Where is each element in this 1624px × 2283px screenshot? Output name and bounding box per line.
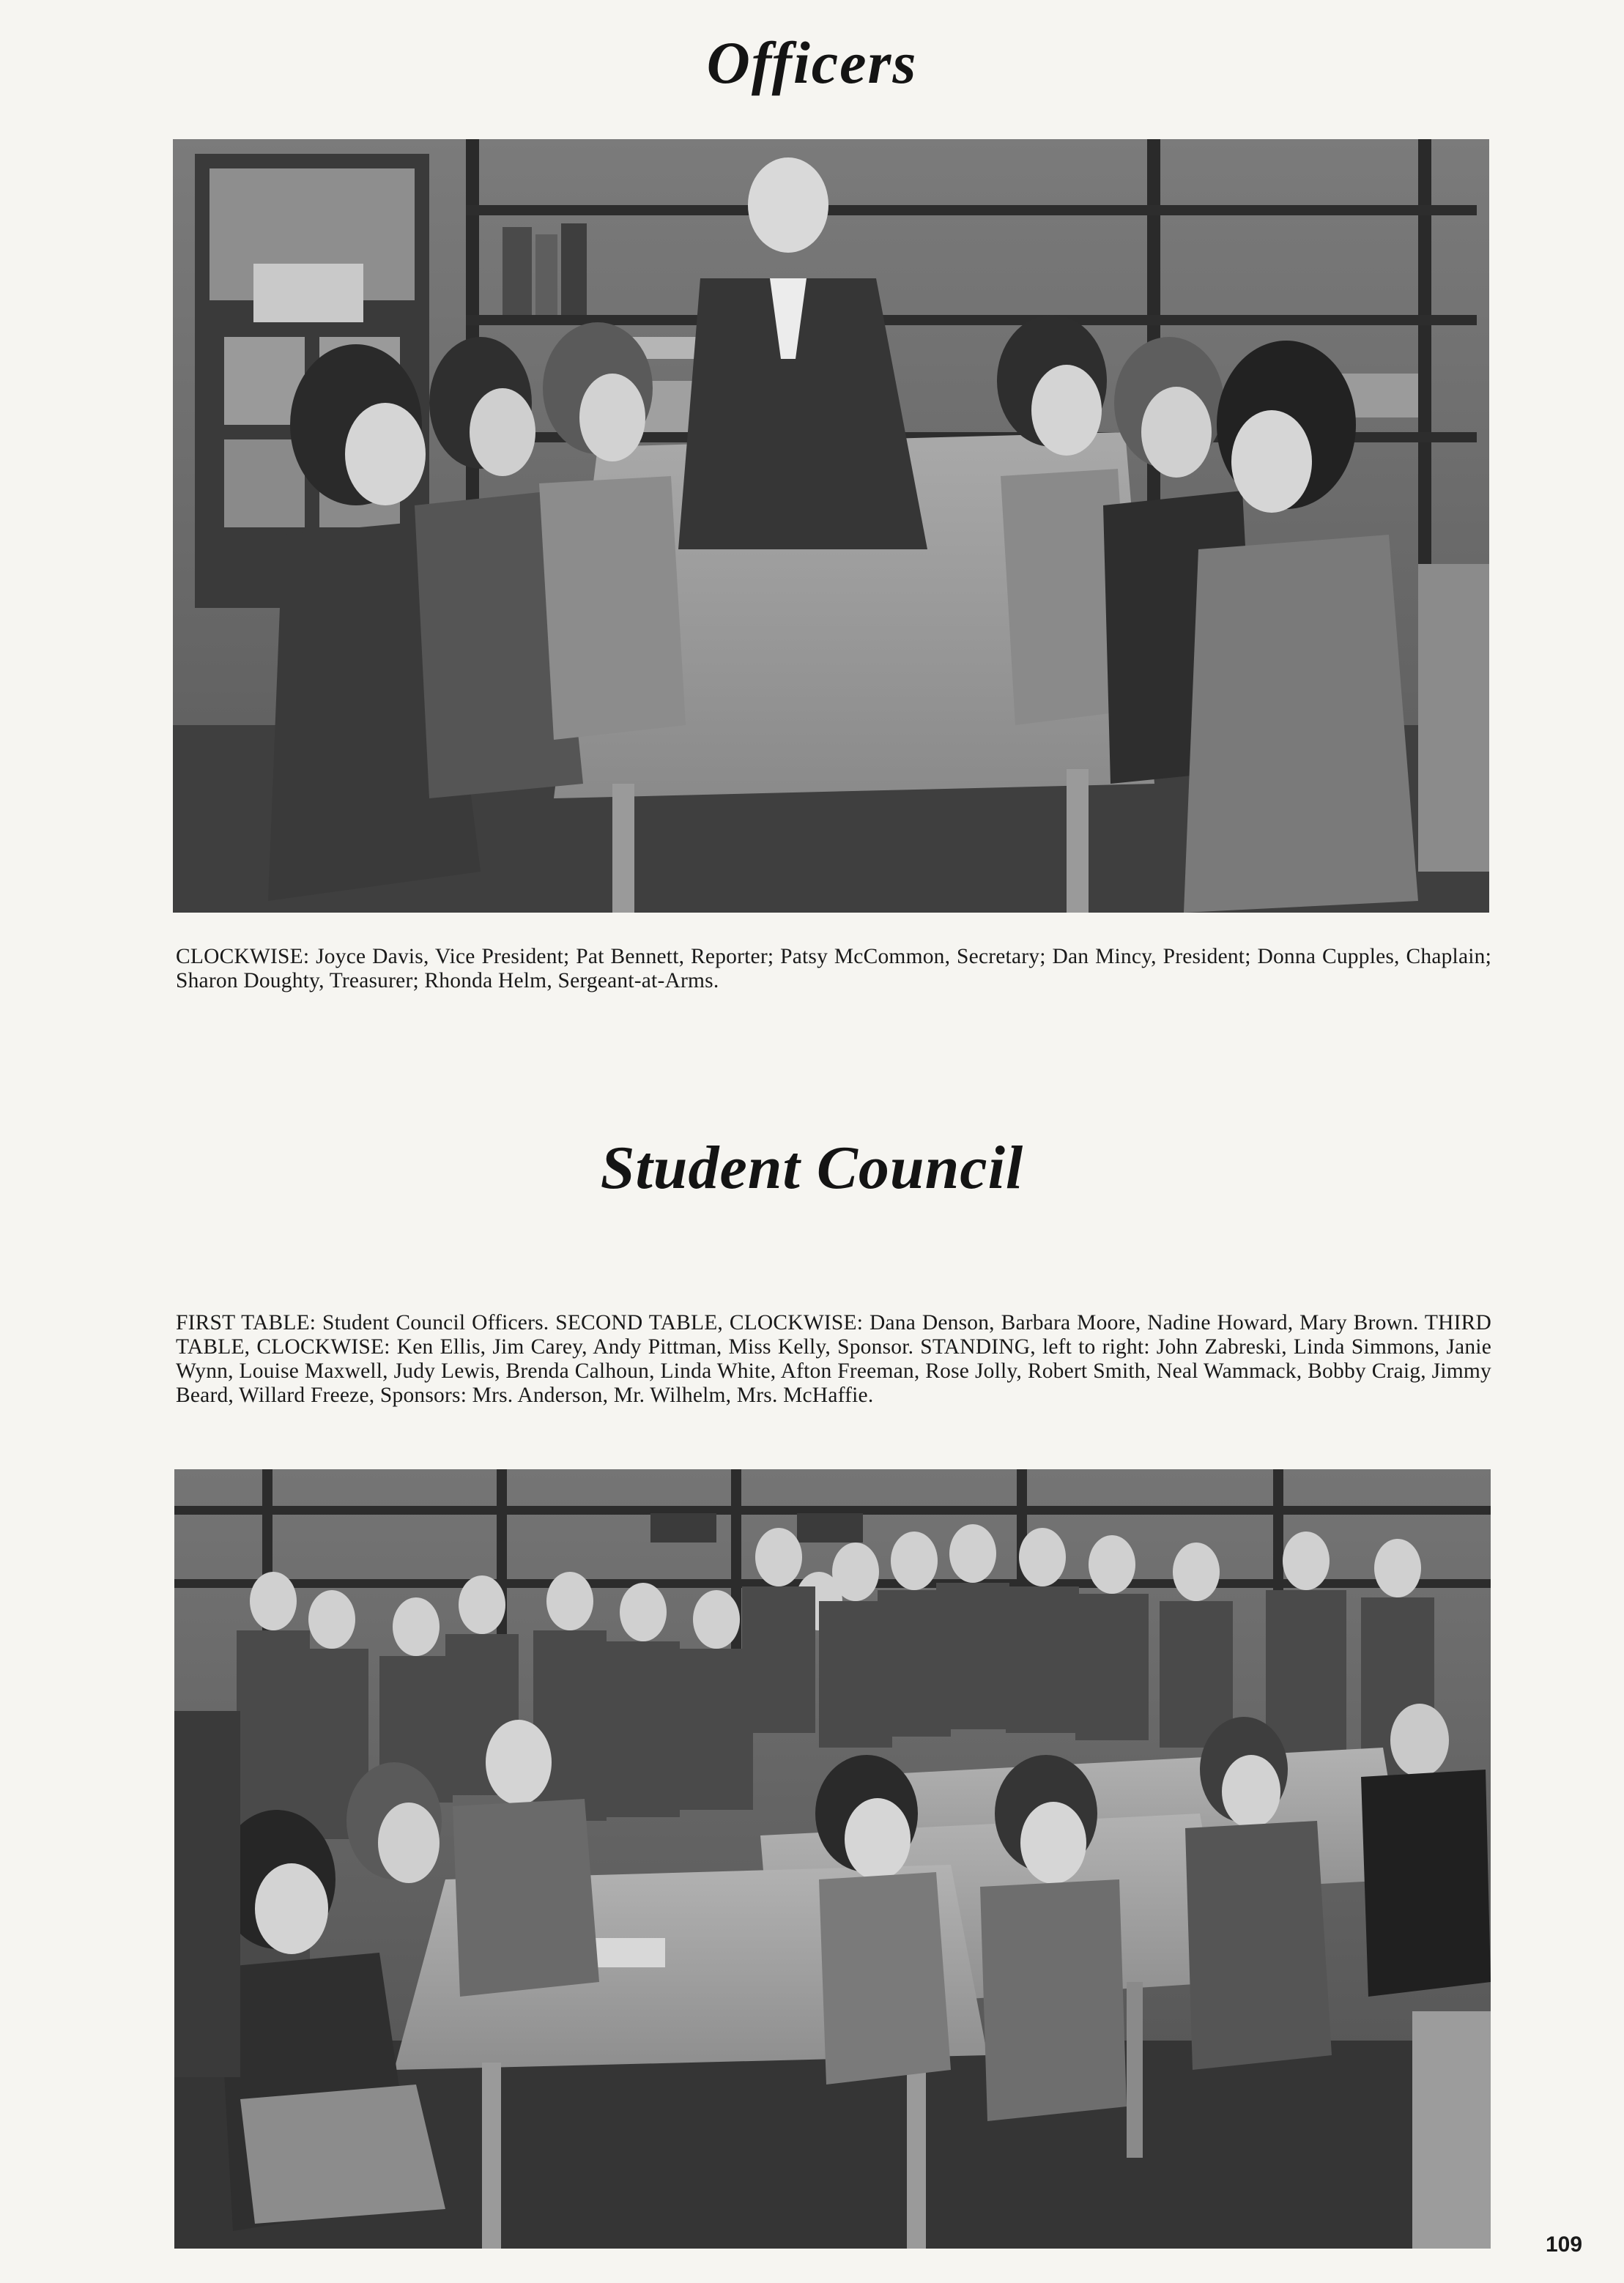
student-council-caption: FIRST TABLE: Student Council Officers. SECOND TABLE, CLOCKWISE: Dana Denson, Barbara Moore, Nadine Howard, Mary Brown. THIRD TABLE, CLOCKWISE: Ken Ellis, Jim Carey, Andy Pittman, Miss Kelly, Sponsor. STANDING, left to right: John Zabreski, Linda Simmons, Janie Wynn, Louise Maxwell, Judy Lewis, Brenda Calhoun, Linda White, Afton Freeman, Rose Jolly, Robert Smith, Neal Wammack, Bobby Craig, Jimmy Beard, Willard Freeze, Sponsors: Mrs. Anderson, Mr. Wilhelm, Mrs. McHaffie. (176, 1311, 1491, 1407)
page-number: 109 (1546, 2232, 1583, 2257)
officers-photo (173, 139, 1489, 913)
officers-caption: CLOCKWISE: Joyce Davis, Vice President; Pat Bennett, Reporter; Patsy McCommon, Secretary; Dan Mincy, President; Donna Cupples, Chaplain; Sharon Doughty, Treasurer; Rhonda Helm, Sergeant-at-Arms. (176, 945, 1491, 992)
student-council-photo (174, 1469, 1491, 2249)
student-council-heading: Student Council (600, 1134, 1024, 1202)
officers-heading: Officers (706, 29, 918, 96)
